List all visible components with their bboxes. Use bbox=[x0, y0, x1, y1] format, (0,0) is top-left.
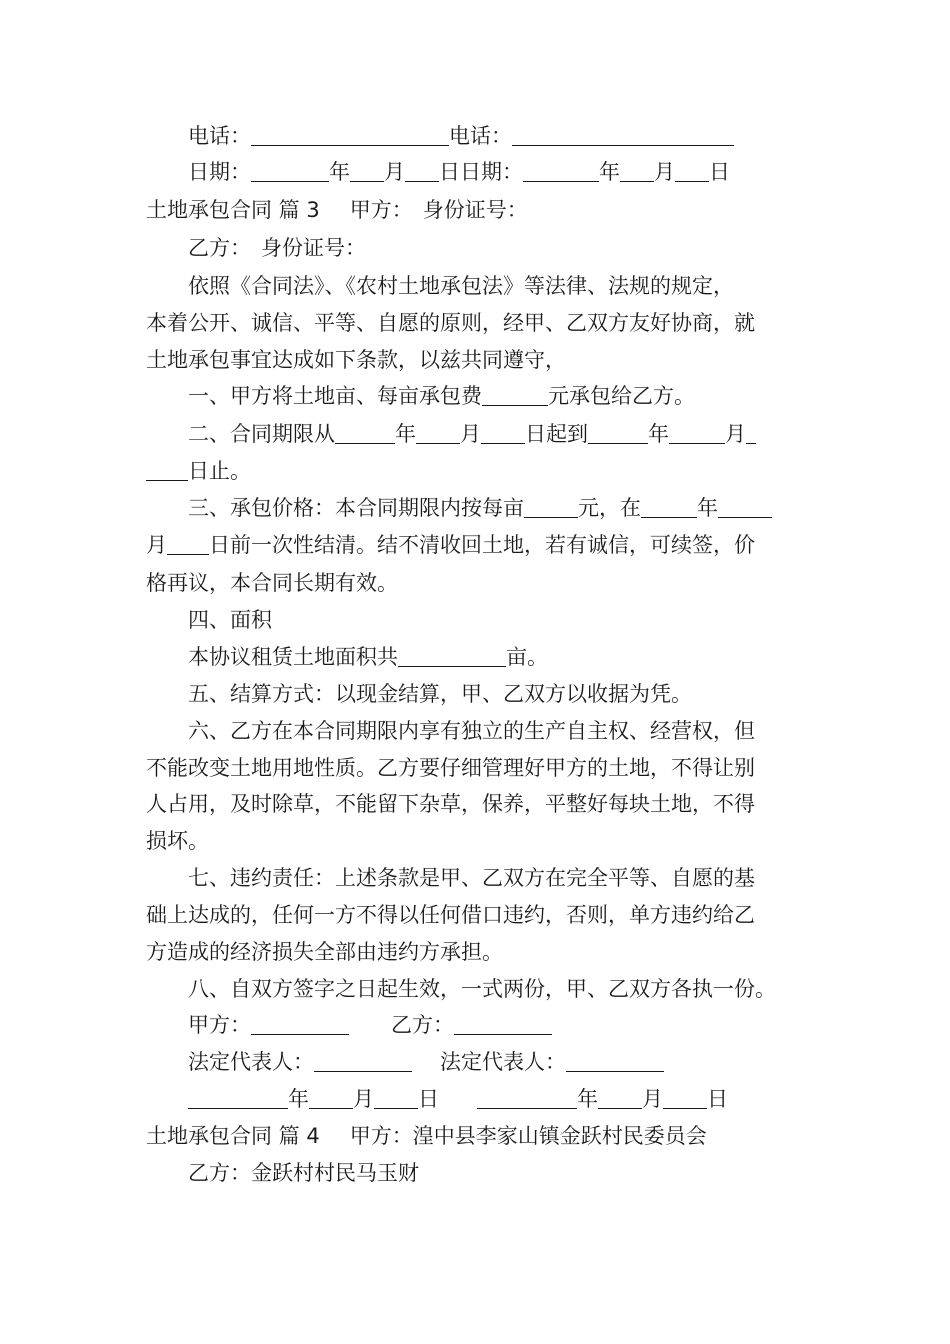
blank bbox=[598, 1086, 642, 1109]
blank bbox=[566, 1049, 664, 1072]
blank bbox=[314, 1049, 412, 1072]
clause-3 bbox=[188, 493, 772, 523]
date-line bbox=[188, 157, 730, 187]
blank bbox=[251, 1012, 349, 1035]
text: 日 bbox=[709, 160, 730, 184]
text: 本协议租赁土地面积共 bbox=[188, 645, 398, 669]
text: 月 bbox=[460, 422, 481, 446]
clause-6: 六、乙方在本合同期限内享有独立的生产自主权、经营权，但 bbox=[188, 719, 755, 743]
blank bbox=[512, 123, 734, 146]
blank bbox=[481, 421, 525, 444]
text: 二、合同期限从 bbox=[188, 422, 335, 446]
section-heading-4 bbox=[146, 1121, 707, 1151]
text: 年 bbox=[697, 496, 718, 520]
text: 法定代表人： bbox=[440, 1050, 566, 1074]
text: 日 bbox=[707, 1087, 728, 1111]
text: 元，在 bbox=[578, 496, 641, 520]
blank bbox=[350, 159, 384, 182]
text: 年 bbox=[329, 160, 350, 184]
text: 身份证号： bbox=[422, 198, 528, 222]
blank bbox=[167, 532, 209, 555]
blank bbox=[335, 421, 395, 444]
party-b-line bbox=[188, 233, 366, 263]
blank bbox=[405, 159, 439, 182]
blank bbox=[663, 1086, 707, 1109]
blank bbox=[251, 123, 449, 146]
phone-label-b: 电话： bbox=[449, 124, 512, 148]
text: 月 bbox=[654, 160, 675, 184]
text: 乙方： bbox=[391, 1013, 454, 1037]
text: 乙方： bbox=[188, 236, 251, 260]
blank bbox=[641, 495, 697, 518]
date-label: 日期： bbox=[188, 160, 251, 184]
text: 年 bbox=[577, 1087, 598, 1111]
blank bbox=[482, 383, 548, 406]
signature-parties bbox=[188, 1010, 552, 1040]
paragraph-line: 依照《合同法》、《农村土地承包法》等法律、法规的规定， bbox=[188, 274, 734, 298]
paragraph-line: 方造成的经济损失全部由违约方承担。 bbox=[146, 940, 503, 964]
paragraph-line: 损坏。 bbox=[146, 829, 209, 853]
blank bbox=[398, 644, 506, 667]
text: 日 bbox=[418, 1087, 439, 1111]
phone-line bbox=[188, 121, 734, 151]
clause-5: 五、结算方式：以现金结算，甲、乙双方以收据为凭。 bbox=[188, 682, 692, 706]
paragraph-line: 础上达成的，任何一方不得以任何借口违约，否则，单方违约给乙 bbox=[146, 903, 755, 927]
text: 日止。 bbox=[188, 459, 251, 483]
phone-label-a: 电话： bbox=[188, 124, 251, 148]
text: 年 bbox=[395, 422, 416, 446]
clause-2 bbox=[188, 419, 756, 449]
paragraph-line: 人占用，及时除草，不能留下杂草，保养，平整好每块土地，不得 bbox=[146, 792, 755, 816]
text: 三、承包价格：本合同期限内按每亩 bbox=[188, 496, 524, 520]
paragraph-line: 格再议，本合同长期有效。 bbox=[146, 571, 398, 595]
clause-4-heading: 四、面积 bbox=[188, 608, 272, 632]
blank bbox=[620, 159, 654, 182]
clause-8: 八、自双方签字之日起生效，一式两份，甲、乙双方各执一份。 bbox=[188, 977, 776, 1001]
text: 日日期： bbox=[439, 160, 523, 184]
clause-1 bbox=[188, 381, 695, 411]
blank bbox=[675, 159, 709, 182]
clause-7: 七、违约责任：上述条款是甲、乙双方在完全平等、自愿的基 bbox=[188, 866, 755, 890]
blank bbox=[524, 495, 578, 518]
blank bbox=[309, 1086, 353, 1109]
text: 身份证号： bbox=[261, 236, 366, 260]
paragraph-line: 不能改变土地用地性质。乙方要仔细管理好甲方的土地，不得让别 bbox=[146, 756, 755, 780]
clause-3-cont bbox=[146, 530, 755, 560]
heading-text: 土地承包合同 篇 3 bbox=[146, 198, 320, 222]
blank bbox=[374, 1086, 418, 1109]
text: 一、甲方将土地亩、每亩承包费 bbox=[188, 384, 482, 408]
blank bbox=[669, 421, 725, 444]
text: 年 bbox=[599, 160, 620, 184]
signature-representatives bbox=[188, 1047, 664, 1077]
text: 年 bbox=[288, 1087, 309, 1111]
paragraph-line: 土地承包事宜达成如下条款，以兹共同遵守， bbox=[146, 348, 566, 372]
blank bbox=[416, 421, 460, 444]
blank bbox=[718, 495, 772, 518]
text: 月 bbox=[353, 1087, 374, 1111]
text: 甲方： bbox=[188, 1013, 251, 1037]
text: 月 bbox=[725, 422, 746, 446]
text: 月 bbox=[642, 1087, 663, 1111]
text: 法定代表人： bbox=[188, 1050, 314, 1074]
text: 甲方： bbox=[349, 198, 413, 222]
blank bbox=[146, 458, 188, 481]
area-line bbox=[188, 642, 548, 672]
blank bbox=[251, 159, 329, 182]
text: 月 bbox=[146, 533, 167, 557]
paragraph-line: 本着公开、诚信、平等、自愿的原则，经甲、乙双方友好协商，就 bbox=[146, 311, 755, 335]
blank bbox=[588, 421, 648, 444]
text: 亩。 bbox=[506, 645, 548, 669]
blank bbox=[188, 1086, 288, 1109]
text: 甲方：湟中县李家山镇金跃村民委员会 bbox=[349, 1124, 707, 1148]
heading-text: 土地承包合同 篇 4 bbox=[146, 1124, 320, 1148]
blank bbox=[523, 159, 599, 182]
text: 日起到 bbox=[525, 422, 588, 446]
text: 月 bbox=[384, 160, 405, 184]
blank bbox=[454, 1012, 552, 1035]
party-b-line-4: 乙方：金跃村村民马玉财 bbox=[188, 1161, 419, 1185]
text: 年 bbox=[648, 422, 669, 446]
blank bbox=[477, 1086, 577, 1109]
text: 日前一次性结清。结不清收回土地，若有诚信，可续签，价 bbox=[209, 533, 755, 557]
blank bbox=[746, 421, 756, 444]
signature-dates bbox=[188, 1084, 728, 1114]
section-heading-3 bbox=[146, 195, 528, 225]
clause-2-cont bbox=[146, 456, 251, 486]
text: 元承包给乙方。 bbox=[548, 384, 695, 408]
